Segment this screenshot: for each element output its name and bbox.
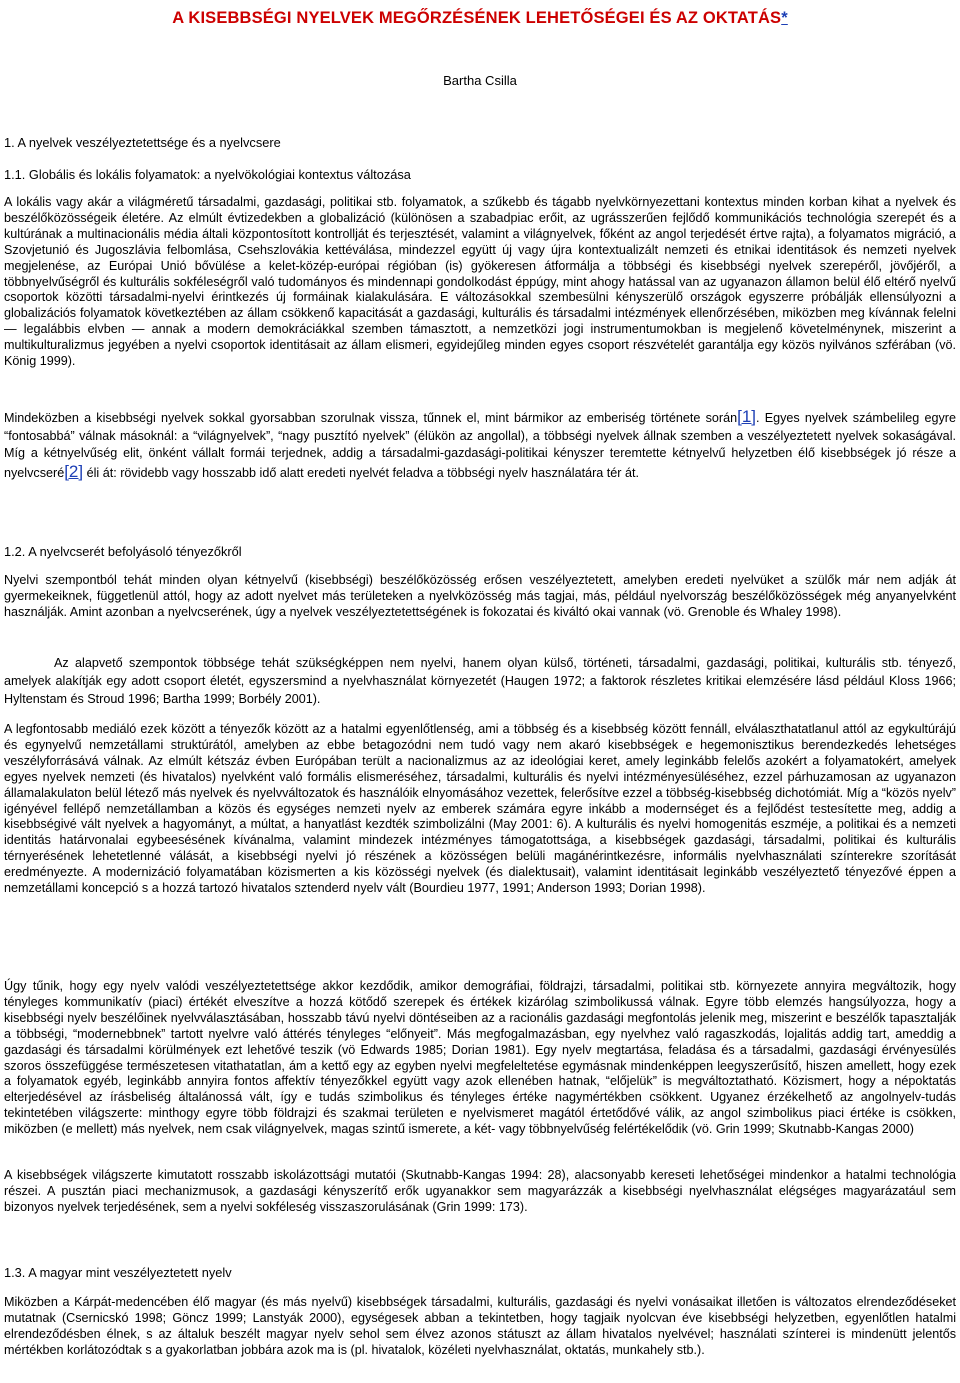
paragraph-2-part-b: . Egyes nyelvek számbelileg egyre “fontosabbá” válnak másoknál: a “világnyelvek”, “nagy pusztító nyelvek” (élükön az angollal), a többségi nyelvek állnak szemben a veszélyeztetett nyelvek sokaságával. Míg a kétnyelvűség elit, önként vállalt formái terjednek, addig a társadalmi-gazdasági-politikai kényszer teremtette kétnyelvű helyzetben élő kisebbségek jó része a nyelvcseré xyxy=(4,411,956,480)
paragraph-2-part-a: Mindeközben a kisebbségi nyelvek sokkal gyorsabban szorulnak vissza, tűnnek el, mint bármikor az emberiség története során xyxy=(4,411,738,425)
paragraph-7: A kisebbségek világszerte kimutatott rosszabb iskolázottsági mutatói (Skutnabb-Kangas 1994: 28), alacsonyabb kereseti lehetőségei mindenkor a hatalmi technológia részei. A pusztán piaci mechanizmusok, a gazdasági kényszerítő erők ugyanakkor sem magyarázzák a kisebbségi nyelvhasználat elégséges magyarázatául sem bizonyos nyelvek terjedésének, sem a nyelvi sokféleség visszaszorulásának (Grin 1999: 173). xyxy=(4,1168,956,1214)
paragraph-6: Úgy tűnik, hogy egy nyelv valódi veszélyeztetettsége akkor kezdődik, amikor demográfiai, földrajzi, társadalmi, politikai stb. környezete annyira megváltozik, hogy tényleges kommunikatív (piaci) értékét elveszítve a hozzá kötődő szerepek és értékek kizárólag szimbolikussá válnak. Egyre több elemzés hangsúlyozza, hogy a kisebbségi nyelv beszélőinek nyelvválasztásában, hosszabb távú nyelvi döntéseiben az a racionális gazdasági megfontolás jelenik meg, miszerint e beszélők tapasztalják a többségi, “modernebbnek” tartott nyelvre való áttérés tényleges “előnyeit”. Más megfogalmazásban, egy nyelvhez való ragaszkodás, lojalitás addig tart, ameddig a gazdasági és társadalmi körülmények ezt lehetővé teszik (vö Edwards 1985; Dorian 1981). Egy nyelv megtartása, feladása és a társadalmi, gazdasági érvényesülés szoros összefüggése természetesen vitathatatlan, ám a kettő egy az egyben nyelvi megfeleltetése egymásnak mindenképpen leegyszerűsítő, hiszen amellett, hogy ezek a folyamatok egyéb, leginkább annyira fontos affektív tényezőkkel együtt vagy azok ellenében hatnak, “előjelük” is megváltoztatható. Közismert, hogy a népoktatás elterjedésével az írásbeliség általánossá vált, így e tudás szimbolikus és tényleges értéke nagymértékben csökkent. Ugyanez érzékelhető az angolnyelv-tudás tekintetében világszerte: minthogy egyre több földrajzi és szakmai területen e nyelvismeret magától értetődővé válik, az angol szimbolikus piaci értéke is csökken, miközben (e mellett) más nyelvek, nem csak világnyelvek, magas szintű ismerete, a két- vagy többnyelvűség felértékelődik (vö. Grin 1999; Skutnabb-Kangas 2000) xyxy=(4,979,956,1137)
footnote-link-1[interactable]: [1] xyxy=(737,407,757,426)
paragraph-2-part-c: éli át: rövidebb vagy hosszabb idő alatt eredeti nyelvét feladva a többségi nyelv használatára tér át. xyxy=(83,465,639,480)
footnote-link-2[interactable]: [2] xyxy=(64,461,84,481)
section-heading-1: 1. A nyelvek veszélyeztetettsége és a nyelvcsere xyxy=(4,135,281,150)
title-text: A KISEBBSÉGI NYELVEK MEGŐRZÉSÉNEK LEHETŐSÉGEI ÉS AZ OKTATÁS xyxy=(172,9,782,27)
section-heading-1-3: 1.3. A magyar mint veszélyeztetett nyelv xyxy=(4,1265,232,1280)
document-title xyxy=(4,8,956,28)
paragraph-5: A legfontosabb mediáló ezek között a tényezők között az a hatalmi egyenlőtlenség, ami a többség és a kisebbség között fennáll, elválaszthatatlanul attól az egykultúrájú és egynyelvű nemzetállami struktúrától, amelyben az ebbe betagozódni nem tudó vagy nem akaró kisebbségek e hegemonisztikus berendezkedés lehetséges veszélyforrásává válnak. Az elmúlt kétszáz évben Európában terült a nacionalizmus az az ideológiai keret, amely leginkább felelős azokért a folyamatokért, amelyek egyes nyelvek nemzeti (és hivatalos) nyelvként való formális elismeréséhez, társadalmi, kulturális és nyelvi intézményesüléséhez, ezzel párhuzamosan az ugyanazon államalakulaton belül létező más nyelvek és nyelvváltozatok és használóik elnyomásához vezettek, felerősítve ezzel a többség-kisebbség dichotómiát. Míg a “közös nyelv” igényével fellépő nemzetállamban a közös és egységes nemzeti nyelv az emberek számára egyre inkább a modernséget és a fejlődést testesítette meg, addig a kisebbségivé vált nyelvek a hagyományt, a múltat, a hanyatlást kezdték szimbolizálni (May 2001: 6). A kulturális és nyelvi homogenitás eszméje, a politikai és a nemzeti identitás határvonalai egybeesésének kívánalma, valamint mindezek intézményes támogatottsága, a kisebbségek gazdasági, társadalmi, politikai és kulturális térnyerésének lehetetlenné válását, a kisebbségi nyelvi jó részének a közösségen belüli magánérintkezésre, informális nyelvhasználati színterekre szorítását eredményezte. A modernizáció folyamatában közismerten a kis közösségi nyelvek (és dialektusait), valamint identitásait leginkább veszélyeztető tényezővé éppen a nemzetállami koncepció s a hozzá tartozó hivatalos sztenderd nyelv vált (Bourdieu 1977, 1991; Anderson 1993; Dorian 1998). xyxy=(4,722,956,896)
paragraph-2 xyxy=(4,408,956,482)
section-heading-1-2: 1.2. A nyelvcserét befolyásoló tényezőkről xyxy=(4,544,242,559)
paragraph-4: Az alapvető szempontok többsége tehát szükségképpen nem nyelvi, hanem olyan külső, történeti, társadalmi, gazdasági, politikai, kulturális stb. tényező, amelyek alakítják egy adott csoport életét, egyszersmind a nyelvhasználat környezetét (Haugen 1972; a faktorok részletes kritikai elemzésére lásd például Kloss 1966; Hyltenstam és Stroud 1996; Bartha 1999; Borbély 2001). xyxy=(4,656,956,706)
paragraph-3: Nyelvi szempontból tehát minden olyan kétnyelvű (kisebbségi) beszélőközösség erősen veszélyeztetett, amelyben eredeti nyelvüket a szülők már nem adják át gyermekeiknek, függetlenül attól, hogy az adott nyelvet más területeken a nyelvközösség más tagjai, más, például nyelvország beszélőközösségek még anyanyelvként használják. Amint azonban a nyelvcserének, úgy a nyelvek veszélyeztetettségének is fokozatai és kiváltó okai vannak (vö. Grenoble és Whaley 1998). xyxy=(4,573,956,619)
title-footnote-link[interactable]: * xyxy=(781,9,788,27)
paragraph-1: A lokális vagy akár a világméretű társadalmi, gazdasági, politikai stb. folyamatok, a szűkebb és tágabb nyelvkörnyezettani kontextus minden korban kihat a nyelvek és beszélőközösségeik életére. Az elmúlt évtizedekben a globalizáció (különösen a szabadpiac erőit, az ugrásszerűen fejlődő kommunikációs technológia szerepét és a kultúrának a multinacionális média általi központosított kontrollját és terjesztését, valamint a világnyelvek, főként az angol terjedését értve rajta), a folyamatos migráció, a Szovjetunió és Jugoszlávia felbomlása, Csehszlovákia kettéválása, mindezzel együtt új vagy újra kontextualizált nemzeti és etnikai identitások és nemzeti nyelvek megjelenése, az Európai Unió bővülése a kelet-közép-európai régióban (is) gyökeresen átformálja a többségi és kisebbségi nyelvek szerepéről, jövőjéről, a többnyelvűségről és kulturális sokféleségről való tudományos és mindennapi gondolkodást éppúgy, mint ahogy hatással van az ugyanazon államon belül élő eltérő nyelvű csoportok közötti társadalmi-nyelvi érintkezés új formáinak kialakulására. E változásokkal szembesülni kényszerülő országok egyszerre próbálják ellensúlyozni a globalizációs folyamatok következtében az állam csökkenő kapacitását a gazdasági, kulturális és társadalmi intézmények ellenőrzésében, miközben meg kívánnak felelni — legalábbis elvben — annak a modern demokráciákkal szemben támasztott, a nemzetközi jogi instrumentumokban is megjelenő követelménynek, miszerint a multikulturalizmus jegyében a nyelvi csoportok identitásait az állam elismeri, egyidejűleg minden egyes csoport részvételét garantálja egy közös nyilvános szférában (vö. König 1999). xyxy=(4,195,956,369)
paragraph-8: Miközben a Kárpát-medencében élő magyar (és más nyelvű) kisebbségek társadalmi, kulturális, gazdasági és nyelvi vonásaikat illetően is változatos elrendeződéseket mutatnak (Csernicskó 1998; Göncz 1999; Lanstyák 2000), egységesek abban a tekintetben, hogy tagjaik nyolcvan éve kisebbségi helyzetben, egyenlőtlen hatalmi elrendeződésben élnek, s az általuk beszélt magyar nyelv sehol sem élvez azonos státuszt az állam hivatalos nyelvével; használati színterei is mindenütt jelentős mértékben korlátozódtak s a gyakorlatban jobbára azok ma is (pl. hivatalok, közéleti nyelvhasználat, oktatás, munkahely stb.). xyxy=(4,1295,956,1357)
section-heading-1-1: 1.1. Globális és lokális folyamatok: a nyelvökológiai kontextus változása xyxy=(4,167,411,182)
author-name: Bartha Csilla xyxy=(443,73,517,88)
